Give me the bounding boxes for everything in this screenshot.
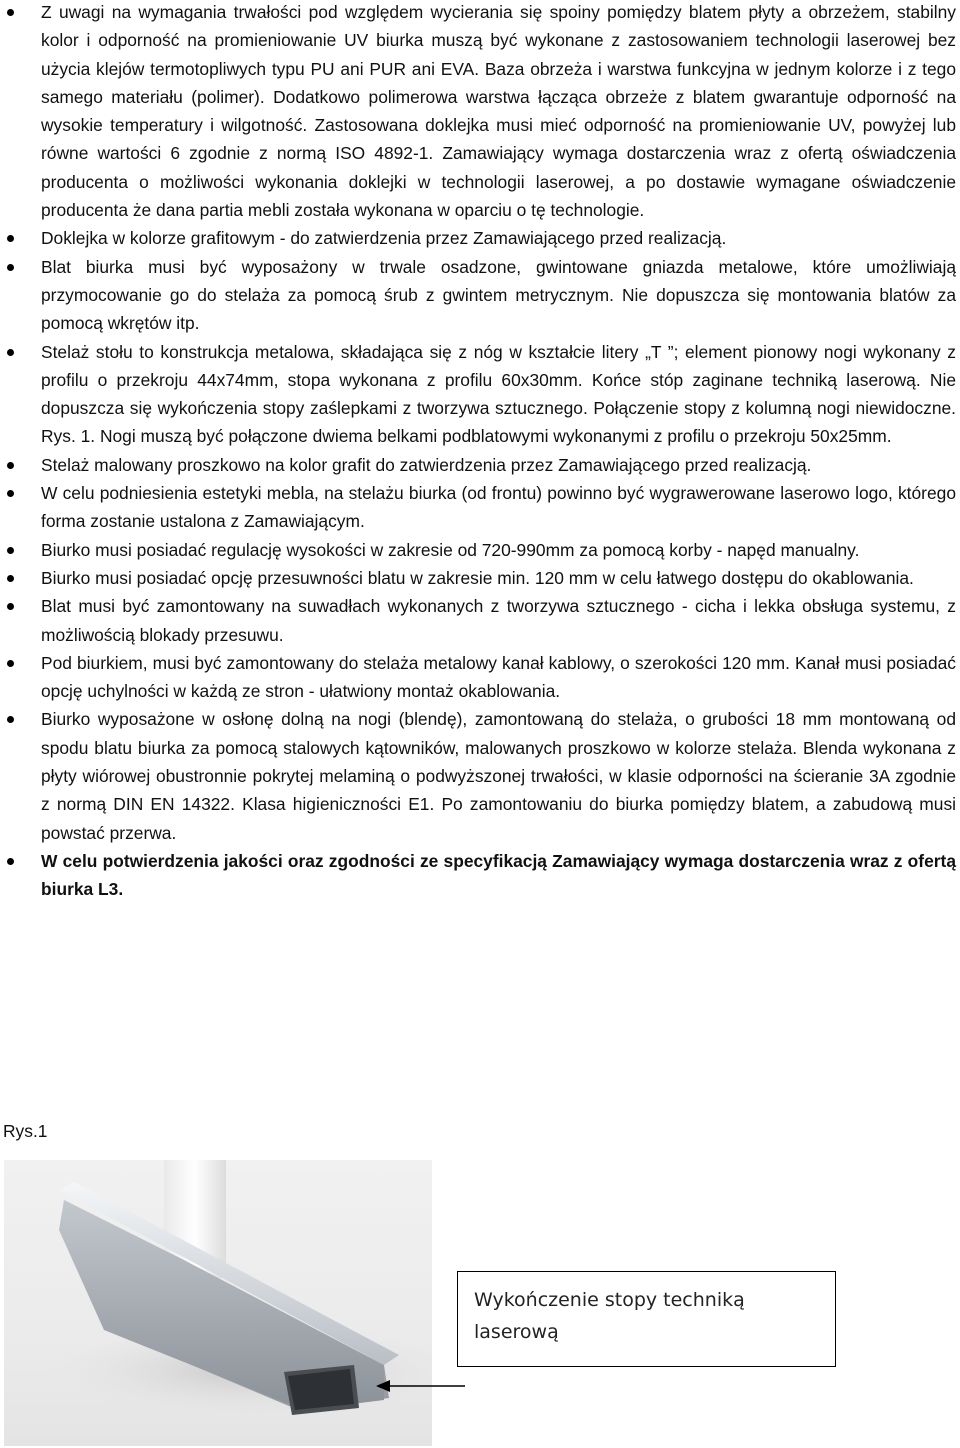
list-item-text: Biurko wyposażone w osłonę dolną na nogi (blendę), zamontowaną do stelaża, o grubości 18 mm montowaną od spodu blatu biurka za pomocą stalowych kątowników, malowanych proszkowo w kolorze stelaża. Blenda wykonana z płyty wiórowej obustronnie pokrytej melaminą o podwyższonej trwałości, w klasie odporności na ścieranie 3A zgodnie z normą DIN EN 14322. Klasa higieniczności E1. Po zamontowaniu do biurka pomiędzy blatem, a zabudową musi powstać przerwa. (41, 709, 956, 843)
bullet-icon (7, 660, 14, 667)
list-item-text: Biurko musi posiadać regulację wysokości w zakresie od 720-990mm za pomocą korby - napęd manualny. (41, 539, 860, 560)
list-item-text: Stelaż malowany proszkowo na kolor grafit do zatwierdzenia przez Zamawiającego przed realizacją. (41, 454, 812, 475)
list-item-text: Biurko musi posiadać opcję przesuwności blatu w zakresie min. 120 mm w celu łatwego dostępu do okablowania. (41, 567, 914, 588)
list-item (0, 451, 960, 479)
list-item (0, 253, 960, 338)
list-item-text: Pod biurkiem, musi być zamontowany do stelaża metalowy kanał kablowy, o szerokości 120 mm. Kanał musi posiadać opcję uchylności w każdą ze stron - ułatwiony montaż okablowania. (41, 652, 956, 702)
desk-foot-photo (4, 1160, 432, 1446)
bullet-icon (7, 858, 14, 865)
list-item (0, 338, 960, 451)
bullet-icon (7, 603, 14, 610)
bullet-icon (7, 9, 14, 16)
list-item-text: Stelaż stołu to konstrukcja metalowa, składająca się z nóg w kształcie litery „T ”; element pionowy nogi wykonany z profilu o przekroju 44x74mm, stopa wykonana z profilu 60x30mm. Końce stóp zaginane techniką laserową. Nie dopuszcza się wykończenia stopy zaślepkami z tworzywa sztucznego. Połączenie stopy z kolumną nogi niewidoczne. Rys. 1. Nogi muszą być połączone dwiema belkami podblatowymi wykonanymi z profilu o przekroju 50x25mm. (41, 341, 956, 447)
list-item (0, 592, 960, 649)
list-item (0, 479, 960, 536)
annotation-callout: Wykończenie stopy techniką laserową (457, 1271, 836, 1367)
list-item-text: W celu podniesienia estetyki mebla, na stelażu biurka (od frontu) powinno być wygrawerowane laserowo logo, którego forma zostanie ustalona z Zamawiającym. (41, 483, 956, 532)
list-item (0, 649, 960, 706)
list-item (0, 564, 960, 592)
list-item (0, 536, 960, 564)
list-item-text: Z uwagi na wymagania trwałości pod względem wycierania się spoiny pomiędzy blatem płyty a obrzeżem, stabilny kolor i odporność na promieniowanie UV biurka muszą być wykonane z zastosowaniem technologii laserowej bez użycia klejów termotopliwych typu PU ani PUR ani EVA. Baza obrzeża i warstwa funkcyjna w jednym kolorze i z tego samego materiału (polimer). Dodatkowo polimerowa warstwa łącząca obrzeże z blatem gwarantuje odporność na wysokie temperatury i wilgotność. Zastosowana doklejka musi mieć odporność na promieniowanie UV, powyżej lub równe wartości 6 zgodnie z normą ISO 4892-1. Zamawiający wymaga dostarczenia wraz z ofertą oświadczenia producenta o możliwości wykonania doklejki w technologii laserowej, a po dostawie wymagane oświadczenie producenta że dana partia mebli została wykonana w oparciu o tę technologie. (41, 2, 956, 221)
arrow-icon (376, 1376, 466, 1396)
bullet-icon (7, 547, 14, 554)
list-item-emphasis (0, 847, 960, 904)
list-item (0, 0, 960, 224)
list-item-text: Blat biurka musi być wyposażony w trwale osadzone, gwintowane gniazda metalowe, które umożliwiają przymocowanie go do stelaża za pomocą śrub z gwintem metrycznym. Nie dopuszcza się montowania blatów za pomocą wkrętów itp. (41, 256, 956, 334)
bullet-icon (7, 490, 14, 497)
list-item-text: Blat musi być zamontowany na suwadłach wykonanych z tworzywa sztucznego - cicha i lekka obsługa systemu, z możliwością blokady przesuwu. (41, 596, 956, 645)
bullet-icon (7, 235, 14, 242)
bullet-icon (7, 462, 14, 469)
list-item (0, 705, 960, 846)
bullet-icon (7, 575, 14, 582)
list-item-text: W celu potwierdzenia jakości oraz zgodności ze specyfikacją Zamawiający wymaga dostarczenia wraz z ofertą biurka L3. (41, 850, 956, 900)
list-item-text: Doklejka w kolorze grafitowym - do zatwierdzenia przez Zamawiającego przed realizacją. (41, 228, 727, 249)
list-item (0, 224, 960, 252)
figure-caption: Rys.1 (3, 1121, 48, 1141)
bullet-icon (7, 349, 14, 356)
bullet-icon (7, 264, 14, 271)
bullet-icon (7, 716, 14, 723)
